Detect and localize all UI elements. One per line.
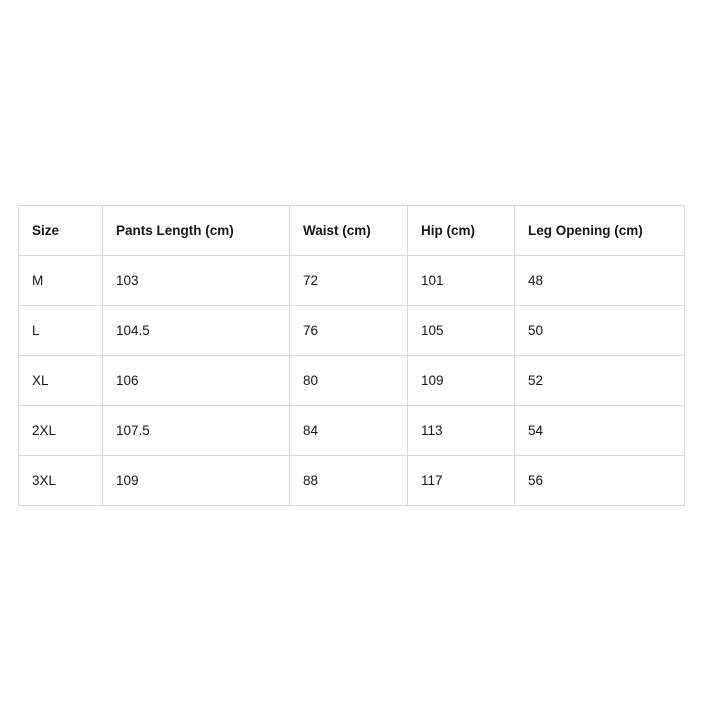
size-chart-table-wrapper xyxy=(18,205,684,506)
cell-size: 3XL xyxy=(19,456,103,506)
cell-leg-opening: 54 xyxy=(515,406,685,456)
column-header-pants-length: Pants Length (cm) xyxy=(103,206,290,256)
cell-waist: 80 xyxy=(290,356,408,406)
cell-leg-opening: 50 xyxy=(515,306,685,356)
cell-size: 2XL xyxy=(19,406,103,456)
cell-pants-length: 103 xyxy=(103,256,290,306)
cell-leg-opening: 48 xyxy=(515,256,685,306)
cell-size: XL xyxy=(19,356,103,406)
cell-hip: 117 xyxy=(408,456,515,506)
cell-hip: 105 xyxy=(408,306,515,356)
table-header xyxy=(19,206,685,256)
cell-leg-opening: 56 xyxy=(515,456,685,506)
cell-waist: 76 xyxy=(290,306,408,356)
cell-hip: 109 xyxy=(408,356,515,406)
column-header-leg-opening: Leg Opening (cm) xyxy=(515,206,685,256)
table-body xyxy=(19,256,685,506)
table-header-row xyxy=(19,206,685,256)
table-row xyxy=(19,406,685,456)
cell-hip: 113 xyxy=(408,406,515,456)
size-chart-table xyxy=(18,205,685,506)
cell-hip: 101 xyxy=(408,256,515,306)
column-header-size: Size xyxy=(19,206,103,256)
cell-waist: 72 xyxy=(290,256,408,306)
cell-pants-length: 104.5 xyxy=(103,306,290,356)
table-row xyxy=(19,456,685,506)
table-row xyxy=(19,306,685,356)
column-header-hip: Hip (cm) xyxy=(408,206,515,256)
cell-pants-length: 106 xyxy=(103,356,290,406)
table-row xyxy=(19,256,685,306)
cell-waist: 88 xyxy=(290,456,408,506)
table-row xyxy=(19,356,685,406)
cell-waist: 84 xyxy=(290,406,408,456)
cell-pants-length: 109 xyxy=(103,456,290,506)
cell-size: L xyxy=(19,306,103,356)
cell-pants-length: 107.5 xyxy=(103,406,290,456)
cell-leg-opening: 52 xyxy=(515,356,685,406)
column-header-waist: Waist (cm) xyxy=(290,206,408,256)
cell-size: M xyxy=(19,256,103,306)
